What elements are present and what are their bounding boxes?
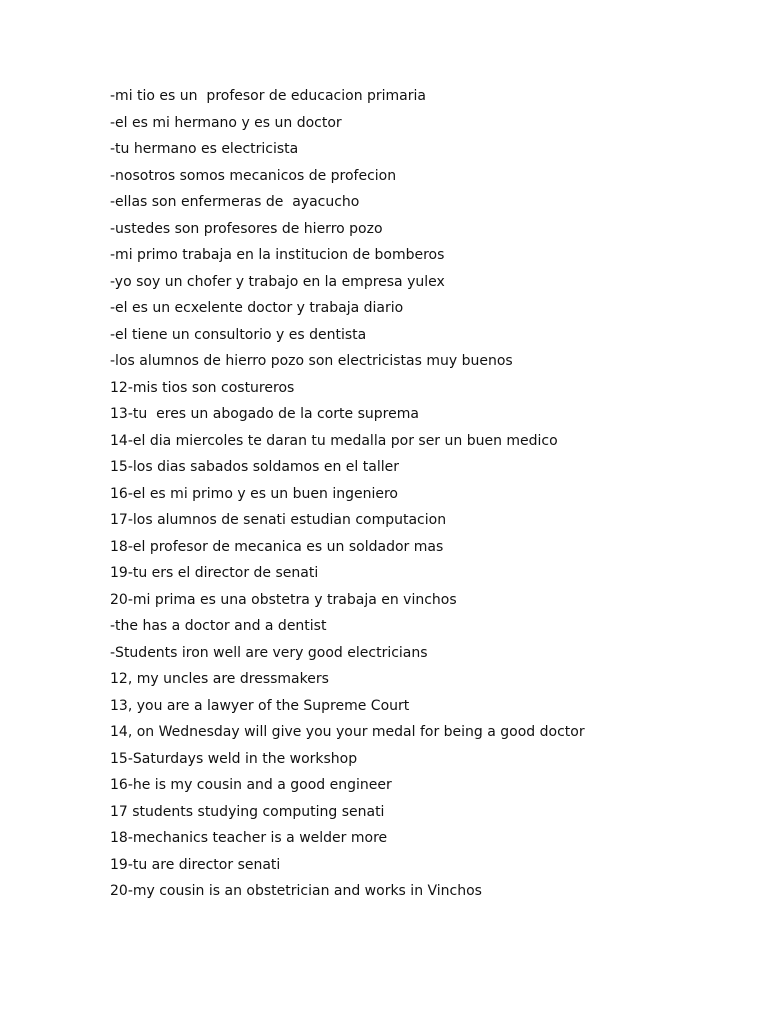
text-line: 12, my uncles are dressmakers [110,671,329,687]
text-line: -el es mi hermano y es un doctor [110,114,342,131]
text-line: 18-el profesor de mecanica es un soldador mas [110,538,444,555]
text-line: -the has a doctor and a dentist [110,618,327,634]
text-line: -mi tio es un profesor de educacion primaria [110,88,426,104]
text-line: -mi primo trabaja en la institucion de bomberos [110,247,445,263]
text-line: -ellas son enfermeras de ayacucho [110,194,360,210]
text-line: 14-el dia miercoles te daran tu medalla por ser un buen medico [110,432,558,449]
text-line: -los alumnos de hierro pozo son electricistas muy buenos [110,353,513,369]
text-line: 19-tu are director senati [110,856,281,873]
text-line: 18-mechanics teacher is a welder more [110,830,388,846]
text-line: 20-mi prima es una obstetra y trabaja en vinchos [110,591,457,608]
text-line: -tu hermano es electricista [110,141,299,157]
text-line: 16-he is my cousin and a good engineer [110,777,392,793]
text-line: 16-el es mi primo y es un buen ingeniero [110,485,398,502]
text-line: 15-Saturdays weld in the workshop [110,750,358,767]
sentence-list [110,83,750,905]
text-line: -el es un ecxelente doctor y trabaja diario [110,300,404,316]
text-line: -ustedes son profesores de hierro pozo [110,220,383,237]
text-line: 12-mis tios son costureros [110,379,295,396]
text-line: 14, on Wednesday will give you your medal for being a good doctor [110,724,585,740]
text-line: 17-los alumnos de senati estudian computacion [110,512,447,528]
text-line: 17 students studying computing senati [110,803,385,820]
text-line: -Students iron well are very good electricians [110,644,428,661]
text-line: -el tiene un consultorio y es dentista [110,326,367,343]
text-line: 19-tu ers el director de senati [110,565,319,581]
text-line: -nosotros somos mecanicos de profecion [110,167,397,184]
text-line: 15-los dias sabados soldamos en el taller [110,459,399,475]
text-line: 20-my cousin is an obstetrician and works in Vinchos [110,883,482,899]
text-line: -yo soy un chofer y trabajo en la empresa yulex [110,273,445,290]
text-line: 13, you are a lawyer of the Supreme Court [110,697,410,714]
text-line: 13-tu eres un abogado de la corte suprema [110,406,419,422]
